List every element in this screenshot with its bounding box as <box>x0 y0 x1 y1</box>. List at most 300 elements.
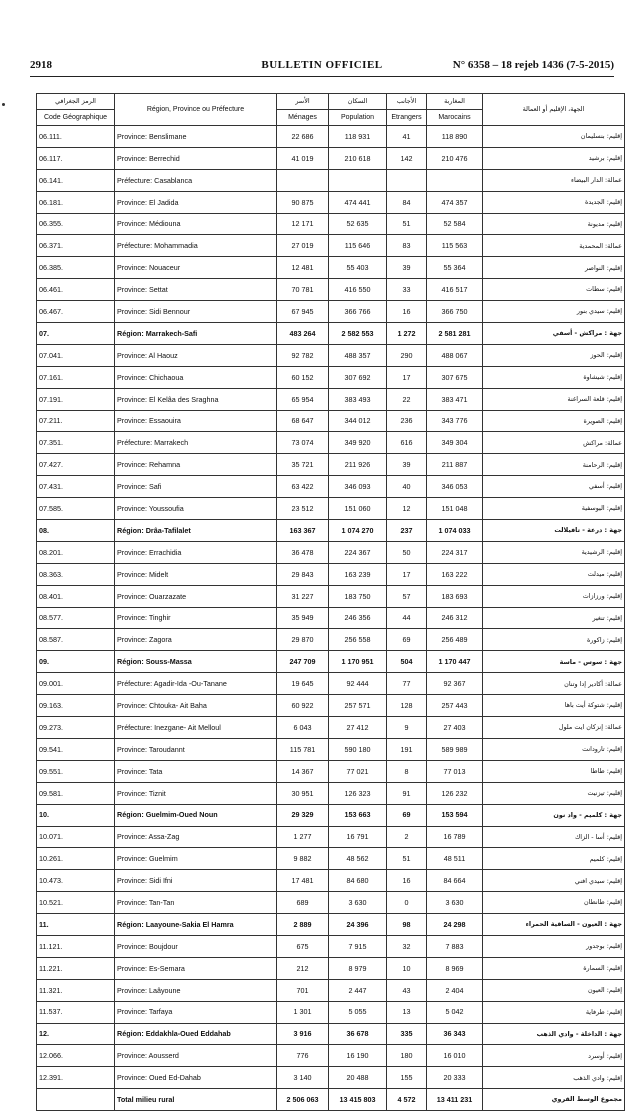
row-population: 24 396 <box>329 914 387 936</box>
row-menages: 68 647 <box>277 410 329 432</box>
bulletin-title: BULLETIN OFFICIEL <box>261 59 383 71</box>
row-population: 590 180 <box>329 738 387 760</box>
row-etrangers <box>387 169 427 191</box>
row-etrangers: 8 <box>387 760 427 782</box>
row-code: 09. <box>37 651 115 673</box>
row-population: 115 646 <box>329 235 387 257</box>
row-etrangers: 51 <box>387 213 427 235</box>
row-menages: 70 781 <box>277 279 329 301</box>
row-name-ar: جهة : الداخلة - وادي الذهب <box>483 1023 625 1045</box>
row-code: 06.117. <box>37 147 115 169</box>
row-population: 16 791 <box>329 826 387 848</box>
row-population: 52 635 <box>329 213 387 235</box>
row-marocains: 77 013 <box>427 760 483 782</box>
row-name-ar: عمالة: أكادير إدا وتنان <box>483 673 625 695</box>
table-row <box>37 279 625 301</box>
row-code: 11.121. <box>37 935 115 957</box>
row-name-ar: إقليم: شيشاوة <box>483 366 625 388</box>
row-code: 06.371. <box>37 235 115 257</box>
row-name-ar: إقليم: الحوز <box>483 344 625 366</box>
row-code: 10.071. <box>37 826 115 848</box>
row-marocains: 20 333 <box>427 1067 483 1089</box>
margin-dot <box>2 103 5 106</box>
row-menages: 1 301 <box>277 1001 329 1023</box>
row-name-ar: إقليم: تارودانت <box>483 738 625 760</box>
row-name-ar: إقليم: الصويرة <box>483 410 625 432</box>
row-menages: 163 367 <box>277 520 329 542</box>
row-name-fr: Province: Youssoufia <box>115 498 277 520</box>
row-population: 1 170 951 <box>329 651 387 673</box>
row-code: 11. <box>37 914 115 936</box>
row-name-ar: إقليم: بوجدور <box>483 935 625 957</box>
row-etrangers: 237 <box>387 520 427 542</box>
total-population: 13 415 803 <box>329 1089 387 1111</box>
row-etrangers: 57 <box>387 585 427 607</box>
row-name-ar: إقليم: كلميم <box>483 848 625 870</box>
total-code <box>37 1089 115 1111</box>
row-population: 126 323 <box>329 782 387 804</box>
row-name-ar: إقليم: شتوكة أيت باها <box>483 695 625 717</box>
table-row <box>37 848 625 870</box>
row-code: 08.401. <box>37 585 115 607</box>
row-marocains: 488 067 <box>427 344 483 366</box>
table-row <box>37 147 625 169</box>
row-name-ar: إقليم: أسفي <box>483 476 625 498</box>
row-population: 8 979 <box>329 957 387 979</box>
row-etrangers: 16 <box>387 870 427 892</box>
row-population: 416 550 <box>329 279 387 301</box>
row-name-fr: Région: Marrakech-Safi <box>115 323 277 345</box>
row-name-fr: Province: Al Haouz <box>115 344 277 366</box>
row-name-fr: Province: Taroudannt <box>115 738 277 760</box>
row-code: 06.385. <box>37 257 115 279</box>
table-row <box>37 344 625 366</box>
row-code: 08.201. <box>37 541 115 563</box>
row-name-fr: Préfecture: Agadir-Ida -Ou-Tanane <box>115 673 277 695</box>
row-menages: 9 882 <box>277 848 329 870</box>
row-marocains: 7 883 <box>427 935 483 957</box>
row-name-ar: إقليم: تنغير <box>483 607 625 629</box>
row-menages: 12 171 <box>277 213 329 235</box>
row-name-fr: Province: Tarfaya <box>115 1001 277 1023</box>
table-row <box>37 191 625 213</box>
table-row <box>37 432 625 454</box>
row-code: 06.181. <box>37 191 115 213</box>
row-population: 2 447 <box>329 979 387 1001</box>
row-etrangers: 39 <box>387 257 427 279</box>
row-code: 12. <box>37 1023 115 1045</box>
table-total <box>37 1089 625 1111</box>
row-name-ar: إقليم: طاطا <box>483 760 625 782</box>
row-menages: 73 074 <box>277 432 329 454</box>
row-name-fr: Province: Tiznit <box>115 782 277 804</box>
row-etrangers: 9 <box>387 717 427 739</box>
row-population: 2 582 553 <box>329 323 387 345</box>
row-population: 20 488 <box>329 1067 387 1089</box>
row-name-fr: Région: Souss-Massa <box>115 651 277 673</box>
row-name-ar: إقليم: تيزنيت <box>483 782 625 804</box>
row-population: 5 055 <box>329 1001 387 1023</box>
row-population: 118 931 <box>329 126 387 148</box>
row-code: 11.321. <box>37 979 115 1001</box>
row-menages: 14 367 <box>277 760 329 782</box>
row-code: 08.363. <box>37 563 115 585</box>
row-code: 07.041. <box>37 344 115 366</box>
header-menages-fr: Ménages <box>277 110 329 126</box>
row-menages: 67 945 <box>277 301 329 323</box>
row-menages: 776 <box>277 1045 329 1067</box>
row-name-fr: Province: Guelmim <box>115 848 277 870</box>
row-menages: 3 916 <box>277 1023 329 1045</box>
row-name-fr: Province: Aousserd <box>115 1045 277 1067</box>
row-code: 07.427. <box>37 454 115 476</box>
row-etrangers: 32 <box>387 935 427 957</box>
row-population: 256 558 <box>329 629 387 651</box>
row-etrangers: 69 <box>387 629 427 651</box>
region-row <box>37 1023 625 1045</box>
row-etrangers: 43 <box>387 979 427 1001</box>
row-name-fr: Province: Chtouka- Ait Baha <box>115 695 277 717</box>
row-name-fr: Province: Essaouira <box>115 410 277 432</box>
table-row <box>37 935 625 957</box>
row-marocains: 126 232 <box>427 782 483 804</box>
row-code: 10.261. <box>37 848 115 870</box>
row-code: 09.163. <box>37 695 115 717</box>
row-etrangers: 155 <box>387 1067 427 1089</box>
row-menages: 92 782 <box>277 344 329 366</box>
row-name-ar: إقليم: الجديدة <box>483 191 625 213</box>
row-marocains: 48 511 <box>427 848 483 870</box>
total-marocains: 13 411 231 <box>427 1089 483 1111</box>
row-marocains: 16 789 <box>427 826 483 848</box>
row-name-ar: إقليم: طانطان <box>483 892 625 914</box>
row-population: 474 441 <box>329 191 387 213</box>
row-code: 12.391. <box>37 1067 115 1089</box>
row-name-ar: عمالة: إنزكان ايت ملول <box>483 717 625 739</box>
row-marocains: 224 317 <box>427 541 483 563</box>
table-row <box>37 717 625 739</box>
row-name-ar: إقليم: النواصر <box>483 257 625 279</box>
row-name-fr: Région: Drâa-Tafilalet <box>115 520 277 542</box>
row-marocains: 5 042 <box>427 1001 483 1023</box>
row-marocains: 343 776 <box>427 410 483 432</box>
row-menages: 483 264 <box>277 323 329 345</box>
row-etrangers: 616 <box>387 432 427 454</box>
row-menages: 19 645 <box>277 673 329 695</box>
row-name-ar: جهة : درعة - تافيلالت <box>483 520 625 542</box>
row-marocains: 52 584 <box>427 213 483 235</box>
row-name-ar: عمالة: الدار البيضاء <box>483 169 625 191</box>
table-row <box>37 673 625 695</box>
row-code: 11.537. <box>37 1001 115 1023</box>
row-marocains: 1 074 033 <box>427 520 483 542</box>
table-row <box>37 388 625 410</box>
table-row <box>37 629 625 651</box>
row-marocains: 36 343 <box>427 1023 483 1045</box>
table-row <box>37 957 625 979</box>
row-etrangers: 335 <box>387 1023 427 1045</box>
header-name-ar: الجهة، الإقليم أو العمالة <box>483 94 625 126</box>
row-name-fr: Province: Nouaceur <box>115 257 277 279</box>
row-code: 10.473. <box>37 870 115 892</box>
row-marocains: 257 443 <box>427 695 483 717</box>
row-menages: 675 <box>277 935 329 957</box>
table-header <box>37 94 625 126</box>
row-population: 36 678 <box>329 1023 387 1045</box>
row-menages: 22 686 <box>277 126 329 148</box>
row-name-fr: Région: Guelmim-Oued Noun <box>115 804 277 826</box>
row-marocains: 349 304 <box>427 432 483 454</box>
row-name-ar: إقليم: اليوسفية <box>483 498 625 520</box>
row-code: 06.355. <box>37 213 115 235</box>
row-etrangers: 16 <box>387 301 427 323</box>
row-name-ar: إقليم: ورزازات <box>483 585 625 607</box>
row-etrangers: 2 <box>387 826 427 848</box>
row-name-fr: Région: Eddakhla-Oued Eddahab <box>115 1023 277 1045</box>
row-population: 7 915 <box>329 935 387 957</box>
row-population: 210 618 <box>329 147 387 169</box>
row-marocains: 589 989 <box>427 738 483 760</box>
row-etrangers: 236 <box>387 410 427 432</box>
row-menages: 212 <box>277 957 329 979</box>
row-menages: 41 019 <box>277 147 329 169</box>
row-name-fr: Région: Laayoune-Sakia El Hamra <box>115 914 277 936</box>
row-name-ar: جهة : كلميم - واد نون <box>483 804 625 826</box>
row-code: 07.161. <box>37 366 115 388</box>
row-name-ar: إقليم: سيدي افني <box>483 870 625 892</box>
row-name-fr: Province: Zagora <box>115 629 277 651</box>
region-row <box>37 804 625 826</box>
row-marocains: 346 053 <box>427 476 483 498</box>
row-etrangers: 98 <box>387 914 427 936</box>
header-marocains-fr: Marocains <box>427 110 483 126</box>
row-name-ar: جهة : العيون - الساقية الحمراء <box>483 914 625 936</box>
row-menages: 30 951 <box>277 782 329 804</box>
row-menages: 29 329 <box>277 804 329 826</box>
row-etrangers: 12 <box>387 498 427 520</box>
row-etrangers: 84 <box>387 191 427 213</box>
table-row <box>37 213 625 235</box>
row-name-fr: Province: Tinghir <box>115 607 277 629</box>
row-menages: 689 <box>277 892 329 914</box>
row-marocains: 92 367 <box>427 673 483 695</box>
table-row <box>37 563 625 585</box>
row-name-fr: Préfecture: Casablanca <box>115 169 277 191</box>
row-code: 07. <box>37 323 115 345</box>
row-name-fr: Province: Boujdour <box>115 935 277 957</box>
header-code-ar: الرمز الجغرافي <box>37 94 115 110</box>
row-code: 08. <box>37 520 115 542</box>
row-marocains: 24 298 <box>427 914 483 936</box>
row-code: 09.581. <box>37 782 115 804</box>
row-etrangers: 142 <box>387 147 427 169</box>
table-row <box>37 695 625 717</box>
row-population: 183 750 <box>329 585 387 607</box>
row-name-fr: Préfecture: Inezgane- Ait Melloul <box>115 717 277 739</box>
row-marocains: 3 630 <box>427 892 483 914</box>
row-name-fr: Province: Tan-Tan <box>115 892 277 914</box>
row-name-ar: إقليم: أوسرد <box>483 1045 625 1067</box>
row-etrangers: 17 <box>387 366 427 388</box>
table-row <box>37 541 625 563</box>
row-code: 06.111. <box>37 126 115 148</box>
row-code: 06.467. <box>37 301 115 323</box>
row-etrangers: 504 <box>387 651 427 673</box>
row-name-ar: إقليم: الرحامنة <box>483 454 625 476</box>
row-menages: 247 709 <box>277 651 329 673</box>
row-menages: 60 152 <box>277 366 329 388</box>
row-name-ar: إقليم: طرفاية <box>483 1001 625 1023</box>
total-etrangers: 4 572 <box>387 1089 427 1111</box>
region-row <box>37 323 625 345</box>
row-code: 07.191. <box>37 388 115 410</box>
row-menages: 35 721 <box>277 454 329 476</box>
row-population: 153 663 <box>329 804 387 826</box>
row-marocains: 383 471 <box>427 388 483 410</box>
row-menages: 115 781 <box>277 738 329 760</box>
row-name-ar: إقليم: مديونة <box>483 213 625 235</box>
row-menages: 1 277 <box>277 826 329 848</box>
row-menages: 2 889 <box>277 914 329 936</box>
bulletin-number: N° 6358 – 18 rejeb 1436 (7-5-2015) <box>452 59 614 71</box>
table-row <box>37 126 625 148</box>
table-row <box>37 498 625 520</box>
row-population: 1 074 270 <box>329 520 387 542</box>
row-code: 12.066. <box>37 1045 115 1067</box>
row-code: 06.141. <box>37 169 115 191</box>
row-name-ar: إقليم: وادي الذهب <box>483 1067 625 1089</box>
total-row <box>37 1089 625 1111</box>
row-etrangers: 69 <box>387 804 427 826</box>
row-name-fr: Préfecture: Mohammadia <box>115 235 277 257</box>
row-etrangers: 1 272 <box>387 323 427 345</box>
row-etrangers: 0 <box>387 892 427 914</box>
row-name-fr: Province: Berrechid <box>115 147 277 169</box>
row-etrangers: 33 <box>387 279 427 301</box>
row-marocains: 151 048 <box>427 498 483 520</box>
row-population: 488 357 <box>329 344 387 366</box>
row-population: 16 190 <box>329 1045 387 1067</box>
table-row <box>37 1067 625 1089</box>
row-etrangers: 50 <box>387 541 427 563</box>
row-code: 09.551. <box>37 760 115 782</box>
row-etrangers: 40 <box>387 476 427 498</box>
row-code: 07.431. <box>37 476 115 498</box>
page-number: 2918 <box>30 59 52 71</box>
row-marocains: 474 357 <box>427 191 483 213</box>
row-name-fr: Province: Benslimane <box>115 126 277 148</box>
row-etrangers: 22 <box>387 388 427 410</box>
row-marocains: 416 517 <box>427 279 483 301</box>
row-population: 211 926 <box>329 454 387 476</box>
row-marocains: 1 170 447 <box>427 651 483 673</box>
row-population: 55 403 <box>329 257 387 279</box>
row-menages: 17 481 <box>277 870 329 892</box>
row-menages: 701 <box>277 979 329 1001</box>
row-marocains: 211 887 <box>427 454 483 476</box>
row-marocains: 55 364 <box>427 257 483 279</box>
row-name-fr: Province: El Kelâa des Sraghna <box>115 388 277 410</box>
row-marocains <box>427 169 483 191</box>
row-marocains: 2 581 281 <box>427 323 483 345</box>
row-etrangers: 91 <box>387 782 427 804</box>
row-marocains: 118 890 <box>427 126 483 148</box>
row-population: 92 444 <box>329 673 387 695</box>
row-menages <box>277 169 329 191</box>
table-row <box>37 1001 625 1023</box>
header-population-fr: Population <box>329 110 387 126</box>
row-code: 09.273. <box>37 717 115 739</box>
table-row <box>37 870 625 892</box>
row-name-fr: Province: Tata <box>115 760 277 782</box>
row-population: 383 493 <box>329 388 387 410</box>
header-population-ar: السكان <box>329 94 387 110</box>
row-name-fr: Province: Médiouna <box>115 213 277 235</box>
row-population: 246 356 <box>329 607 387 629</box>
row-marocains: 2 404 <box>427 979 483 1001</box>
row-name-fr: Province: Es-Semara <box>115 957 277 979</box>
header-name-fr: Région, Province ou Préfecture <box>115 94 277 126</box>
row-name-fr: Province: Midelt <box>115 563 277 585</box>
table-row <box>37 760 625 782</box>
row-name-fr: Province: Ouarzazate <box>115 585 277 607</box>
row-population: 84 680 <box>329 870 387 892</box>
table-row <box>37 782 625 804</box>
row-code: 06.461. <box>37 279 115 301</box>
row-etrangers: 51 <box>387 848 427 870</box>
row-population: 344 012 <box>329 410 387 432</box>
row-name-fr: Préfecture: Marrakech <box>115 432 277 454</box>
row-population: 224 367 <box>329 541 387 563</box>
row-name-fr: Province: Safi <box>115 476 277 498</box>
row-code: 09.001. <box>37 673 115 695</box>
row-menages: 29 843 <box>277 563 329 585</box>
table-body <box>37 126 625 1089</box>
row-code: 09.541. <box>37 738 115 760</box>
region-row <box>37 651 625 673</box>
row-name-fr: Province: Rehamna <box>115 454 277 476</box>
row-name-ar: إقليم: الرشيدية <box>483 541 625 563</box>
table-row <box>37 301 625 323</box>
row-etrangers: 41 <box>387 126 427 148</box>
table-row <box>37 235 625 257</box>
total-label-ar: مجموع الوسط القروي <box>483 1089 625 1111</box>
table-row <box>37 257 625 279</box>
row-menages: 12 481 <box>277 257 329 279</box>
row-code: 10. <box>37 804 115 826</box>
row-code: 07.585. <box>37 498 115 520</box>
row-name-ar: جهة : مراكش - أسفي <box>483 323 625 345</box>
row-name-ar: إقليم: بنسليمان <box>483 126 625 148</box>
row-name-ar: إقليم: زاكورة <box>483 629 625 651</box>
row-name-fr: Province: Laâyoune <box>115 979 277 1001</box>
row-marocains: 163 222 <box>427 563 483 585</box>
row-population: 257 571 <box>329 695 387 717</box>
row-name-ar: إقليم: سطات <box>483 279 625 301</box>
header-etrangers-fr: Etrangers <box>387 110 427 126</box>
table-row <box>37 366 625 388</box>
row-menages: 23 512 <box>277 498 329 520</box>
table-row <box>37 169 625 191</box>
table-row <box>37 410 625 432</box>
row-menages: 63 422 <box>277 476 329 498</box>
row-marocains: 153 594 <box>427 804 483 826</box>
row-population: 3 630 <box>329 892 387 914</box>
table-row <box>37 826 625 848</box>
row-name-ar: إقليم: سيدي بنور <box>483 301 625 323</box>
row-etrangers: 77 <box>387 673 427 695</box>
row-name-fr: Province: El Jadida <box>115 191 277 213</box>
